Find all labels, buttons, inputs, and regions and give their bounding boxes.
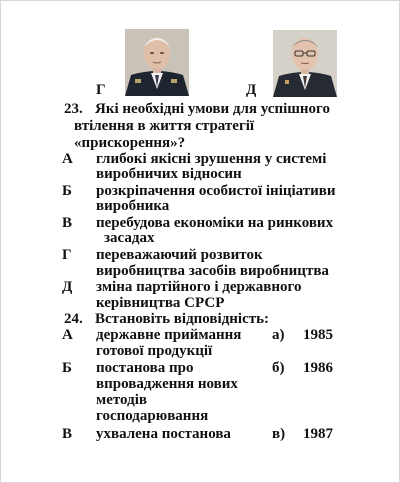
q23-option-v-letter: В (62, 215, 73, 231)
q24-item-v-letter: В (62, 426, 73, 442)
q23-option-v-line-2: засадах (104, 230, 155, 246)
photo-label-right: Д (246, 82, 257, 98)
portrait-photo-right (273, 30, 337, 97)
q23-question-line-3: «прискорення»? (74, 135, 186, 151)
q23-option-b-letter: Б (62, 183, 72, 199)
q23-option-g-line-1: переважаючий розвиток (96, 247, 263, 263)
q24-answer-v-label: в) (272, 426, 286, 442)
q24-item-b-line-1: постанова про (96, 360, 194, 376)
portrait-photo-left (125, 29, 189, 96)
q23-option-v-line-1: перебудова економіки на ринкових (96, 215, 334, 231)
q24-answer-v-year: 1987 (303, 426, 333, 442)
q24-item-b-letter: Б (62, 360, 72, 376)
q24-item-b-line-3: методів (96, 392, 147, 408)
q23-option-g-letter: Г (62, 247, 72, 263)
q24-answer-b-label: б) (272, 360, 285, 376)
q24-answer-b-year: 1986 (303, 360, 333, 376)
portrait-left-image (125, 29, 189, 96)
q24-item-b-line-2: впровадження нових (96, 376, 238, 392)
q23-option-g-line-2: виробництва засобів виробництва (96, 263, 329, 279)
q24-item-a-line-2: готової продукції (96, 343, 213, 359)
q23-option-d-letter: Д (62, 279, 73, 295)
q24-question: Встановіть відповідність: (95, 311, 270, 327)
q23-option-a-line-1: глибокі якісні зрушення у системі (96, 151, 327, 167)
q23-option-a-letter: А (62, 151, 73, 167)
q23-option-b-line-2: виробника (96, 198, 170, 214)
q23-option-d-line-2: керівництва СРСР (96, 295, 225, 311)
q24-item-v-line-1: ухвалена постанова (96, 426, 231, 442)
q24-item-a-letter: А (62, 327, 73, 343)
q23-option-d-line-1: зміна партійного і державного (96, 279, 302, 295)
q23-question-line-1: Які необхідні умови для успішного (95, 101, 330, 117)
q23-number: 23. (64, 101, 83, 117)
q24-answer-a-label: а) (272, 327, 285, 343)
q24-answer-a-year: 1985 (303, 327, 333, 343)
photo-label-left: Г (96, 82, 106, 98)
q23-option-a-line-2: виробничих відносин (96, 166, 242, 182)
q24-item-b-line-4: господарювання (96, 408, 209, 424)
q23-option-b-line-1: розкріпачення особистої ініціативи (96, 183, 336, 199)
q24-number: 24. (64, 311, 83, 327)
q23-question-line-2: втілення в життя стратегії (74, 118, 255, 134)
q24-item-a-line-1: державне приймання (96, 327, 242, 343)
portrait-right-image (273, 30, 337, 97)
